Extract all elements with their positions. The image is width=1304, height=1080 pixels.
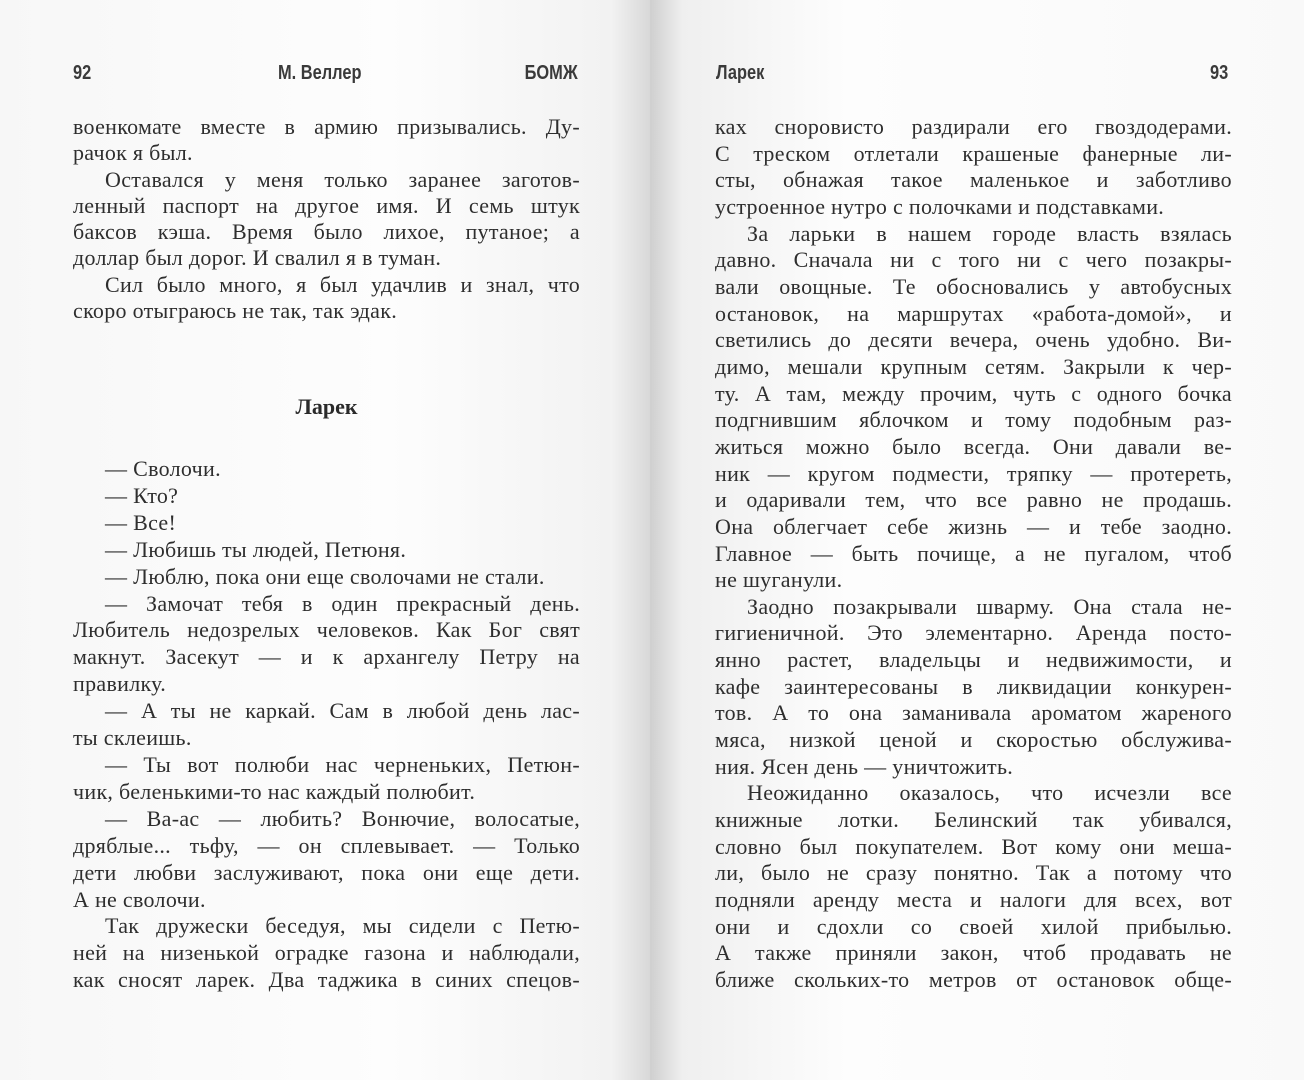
text-line: подняли аренду места и налоги для всех, вот bbox=[715, 887, 1232, 913]
running-head-title: БОМЖ bbox=[524, 62, 578, 84]
paragraph bbox=[715, 780, 1232, 993]
text-line: макнут. Засекут — и к архангелу Петру на bbox=[73, 644, 580, 670]
text-line: Неожиданно оказалось, что исчезли все bbox=[747, 780, 1232, 806]
page-number-left: 92 bbox=[73, 62, 92, 84]
text-line: димо, мешали крупным сетям. Закрыли к чер- bbox=[715, 353, 1232, 379]
text-line: — Ты вот полюби нас черненьких, Петюн- bbox=[105, 751, 580, 777]
text-block-before-chapter bbox=[73, 114, 580, 324]
paragraph bbox=[73, 167, 580, 272]
paragraph bbox=[715, 221, 1232, 594]
text-line: А не сволочи. bbox=[73, 886, 206, 912]
text-line: — Ва-ас — любить? Вонючие, волосатые, bbox=[105, 805, 580, 831]
text-line: словно был покупателем. Вот кому они меша- bbox=[715, 833, 1232, 859]
text-line: Сил было много, я был удачлив и знал, что bbox=[105, 271, 580, 297]
left-page bbox=[0, 0, 650, 1080]
text-line: военкомате вместе в армию призывались. Ду- bbox=[73, 114, 580, 139]
text-line: — Все! bbox=[105, 509, 177, 535]
text-line: Заодно позакрывали шварму. Она стала не- bbox=[747, 593, 1232, 619]
paragraph bbox=[73, 456, 580, 483]
paragraph bbox=[73, 114, 580, 167]
text-line: ленный паспорт на другое имя. И семь штук bbox=[73, 192, 580, 218]
text-line: сты, обнажая такое маленькое и заботливо bbox=[715, 167, 1232, 193]
text-line: ты склеишь. bbox=[73, 725, 192, 751]
paragraph bbox=[73, 564, 580, 591]
text-line: житься можно было всегда. Они давали ве- bbox=[715, 433, 1232, 459]
text-line: Любитель недозрелых человеков. Как Бог свят bbox=[73, 617, 580, 643]
text-line: остановок, на маршрутах «работа-домой», и bbox=[715, 300, 1232, 326]
chapter-title: Ларек bbox=[295, 394, 358, 419]
text-line: мяса, низкой ценой и скоростью обслужива- bbox=[715, 727, 1232, 753]
text-line: дети любви заслуживают, пока они еще дети. bbox=[73, 859, 580, 885]
text-line: скоро отыграюсь не так, так эдак. bbox=[73, 298, 398, 324]
paragraph bbox=[73, 752, 580, 806]
paragraph bbox=[73, 483, 580, 510]
paragraph bbox=[73, 537, 580, 564]
text-line: тов. А то она заманивала ароматом жареного bbox=[715, 700, 1232, 726]
text-line: янно растет, владельцы и недвижимости, и bbox=[715, 647, 1232, 673]
text-line: — Замочат тебя в один прекрасный день. bbox=[105, 590, 580, 616]
text-line: правилку. bbox=[73, 671, 167, 697]
text-line: ней на низенькой оградке газона и наблюдали, bbox=[73, 940, 580, 966]
text-line: — Сволочи. bbox=[105, 456, 221, 481]
text-line: Оставался у меня только заранее заготов- bbox=[105, 166, 580, 192]
paragraph bbox=[73, 806, 580, 914]
paragraph bbox=[715, 114, 1232, 221]
text-line: гигиеничной. Это элементарно. Аренда посто- bbox=[715, 620, 1232, 646]
text-line: устроенное нутро с полочками и подставками. bbox=[715, 193, 1165, 219]
text-line: ту. А там, между прочим, чуть с одного бочка bbox=[715, 380, 1232, 406]
paragraph bbox=[73, 510, 580, 537]
text-line: чик, беленькими-то нас каждый полюбит. bbox=[73, 778, 476, 804]
text-block-chapter bbox=[73, 456, 580, 994]
text-line: За ларьки в нашем городе власть взялась bbox=[747, 220, 1232, 246]
text-line: Главное — быть почище, а не пугалом, чтоб bbox=[715, 540, 1232, 566]
text-line: — Любишь ты людей, Петюня. bbox=[105, 536, 407, 562]
text-line: Она облегчает себе жизнь — и тебе заодно. bbox=[715, 513, 1232, 539]
text-line: кафе заинтересованы в ликвидации конкурен- bbox=[715, 673, 1232, 699]
text-line: книжные лотки. Белинский так убивался, bbox=[715, 807, 1232, 833]
paragraph bbox=[715, 594, 1232, 781]
paragraph bbox=[73, 913, 580, 994]
text-line: не шуганули. bbox=[715, 567, 843, 593]
running-head-chapter: Ларек bbox=[716, 62, 765, 84]
text-line: — А ты не каркай. Сам в любой день лас- bbox=[105, 698, 580, 724]
paragraph bbox=[73, 272, 580, 325]
paragraph bbox=[73, 591, 580, 699]
text-line: ли, было не сразу понятно. Так а потому что bbox=[715, 860, 1232, 886]
text-line: С треском отлетали крашеные фанерные ли- bbox=[715, 140, 1232, 166]
right-page bbox=[650, 0, 1304, 1080]
text-line: доллар был дорог. И свалил я в туман. bbox=[73, 245, 442, 271]
text-line: ния. Ясен день — уничтожить. bbox=[715, 753, 1014, 779]
text-line: А также приняли закон, чтоб продавать не bbox=[715, 940, 1232, 966]
text-line: — Люблю, пока они еще сволочами не стали. bbox=[105, 563, 545, 589]
text-line: как сносят ларек. Два таджика в синих спецов- bbox=[73, 967, 580, 993]
text-block-right bbox=[715, 114, 1232, 994]
text-line: ближе скольких-то метров от остановок обще- bbox=[715, 967, 1232, 992]
text-line: они и сдохли со своей хилой прибылью. bbox=[715, 913, 1232, 939]
text-line: Так дружески беседуя, мы сидели с Петю- bbox=[105, 913, 580, 939]
paragraph bbox=[73, 698, 580, 752]
page-number-right: 93 bbox=[1209, 62, 1228, 84]
running-head-author: М. Веллер bbox=[278, 62, 362, 84]
text-line: и одаривали тем, что все равно не продашь. bbox=[715, 487, 1232, 513]
text-line: дряблые... тьфу, — он сплевывает. — Только bbox=[73, 832, 580, 858]
text-line: рачок я был. bbox=[73, 140, 193, 166]
text-line: подгнившим яблочком и тому подобным раз- bbox=[715, 407, 1232, 433]
text-line: вали овощные. Те обосновались у автобусных bbox=[715, 273, 1232, 299]
text-line: светились до десяти вечера, очень удобно. Ви- bbox=[715, 327, 1232, 353]
text-line: баксов кэша. Время было лихое, путаное; а bbox=[73, 219, 580, 245]
text-line: давно. Сначала ни с того ни с чего позакры- bbox=[715, 247, 1232, 273]
text-line: ник — кругом подмести, тряпку — протереть, bbox=[715, 460, 1232, 486]
text-line: — Кто? bbox=[105, 482, 179, 508]
text-line: ках сноровисто раздирали его гвоздодерами. bbox=[715, 114, 1232, 139]
